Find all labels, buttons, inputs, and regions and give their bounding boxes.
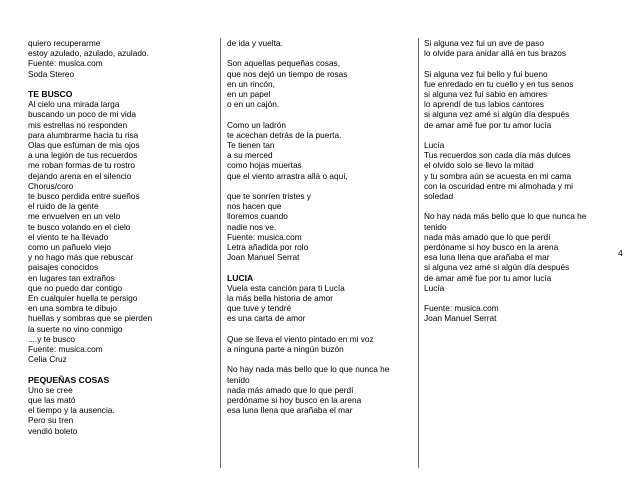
lyric-line: Olas que esfuman de mis ojos xyxy=(28,140,140,151)
lyric-line: Joan Manuel Serrat xyxy=(227,252,300,263)
lyric-line: perdóname si hoy busco en la arena xyxy=(424,242,559,253)
lyric-line: Son aquellas pequeñas cosas, xyxy=(227,58,341,69)
lyric-line: Lucía xyxy=(424,282,445,293)
page-number: 4 xyxy=(618,248,623,258)
lyric-line: de amar amé fue por tu amor lucía xyxy=(424,272,552,283)
blank-line xyxy=(227,48,409,58)
lyric-line: quiero recuperarme xyxy=(28,38,101,48)
lyric-line: es una carta de amor xyxy=(227,313,306,324)
lyric-line: mis estrellas no responden xyxy=(28,119,128,130)
lyric-line: en un rincón, xyxy=(227,78,275,89)
lyric-line: esa luna llena que arañaba el mar xyxy=(227,405,353,416)
column-divider-1 xyxy=(220,38,221,468)
lyric-line: y tu sombra aún se acuesta en mi cama xyxy=(424,170,572,181)
lyric-line: perdóname si hoy busco en la arena xyxy=(227,395,362,406)
lyric-line: paisajes conocidos xyxy=(28,262,99,273)
lyric-line: lloremos cuando xyxy=(227,211,288,222)
lyric-line: Vuela esta canción para ti Lucía xyxy=(227,282,345,293)
lyric-line: que las mató xyxy=(28,395,76,406)
lyric-line: En cualquier huella te persigo xyxy=(28,293,138,304)
lyric-line: Tus recuerdos son cada día más dulces xyxy=(424,150,571,161)
lyric-line: Al cielo una mirada larga xyxy=(28,99,120,110)
lyric-line: si alguna vez amé si algún día después xyxy=(424,262,570,273)
blank-line xyxy=(227,109,409,119)
lyric-line: lo olvide para anidar allá en tus brazos xyxy=(424,48,567,59)
lyric-line: Soda Stereo xyxy=(28,68,75,79)
lyric-line: Te tienen tan xyxy=(227,140,275,150)
lyric-line: y no hago más que rebuscar xyxy=(28,252,134,263)
lyric-line: nada más amado que lo que perdí xyxy=(424,231,551,242)
blank-line xyxy=(28,364,208,374)
lyric-line: Fuente: musica.com xyxy=(227,231,302,242)
lyric-line: Uno se cree xyxy=(28,384,73,395)
lyric-line: con la oscuridad entre mi almohada y mi xyxy=(424,180,573,191)
lyric-line: No hay nada más bello que lo que nunca he xyxy=(424,211,587,222)
lyric-line: esa luna llena que arañaba el mar xyxy=(424,252,550,263)
blank-line xyxy=(227,354,409,364)
lyric-line: dejando arena en el silencio xyxy=(28,170,132,181)
lyric-line: a ninguna parte a ningún buzón xyxy=(227,344,344,355)
lyric-line: para alumbrarme hacia tu risa xyxy=(28,129,139,140)
lyric-line: te busco volando en el cielo xyxy=(28,221,131,232)
lyric-line: el tiempo y la ausencia. xyxy=(28,405,115,416)
lyric-line: si alguna vez fui sabio en amores xyxy=(424,89,548,99)
lyric-line: o en un cajón. xyxy=(227,99,280,110)
lyric-line: Si alguna vez fui un ave de paso xyxy=(424,38,544,48)
lyric-line: el viento te ha llevado xyxy=(28,231,109,242)
lyric-line: como hojas muertas xyxy=(227,160,302,171)
lyric-line: Joan Manuel Serrat xyxy=(424,313,497,324)
lyric-line: ....y te busco xyxy=(28,333,76,344)
lyric-line: lo aprendí de tus labios cantores xyxy=(424,99,544,110)
lyric-line: buscando un poco de mi vida xyxy=(28,109,136,120)
lyric-line: me envuelven en un velo xyxy=(28,211,121,222)
lyric-line: nada más amado que lo que perdí xyxy=(227,384,354,395)
lyric-line: a una legión de tus recuerdos xyxy=(28,150,138,161)
lyric-line: en un papel xyxy=(227,89,271,99)
lyric-line: en una sombra te dibujo xyxy=(28,303,118,314)
blank-line xyxy=(424,293,614,303)
lyric-line: nos hacen que xyxy=(227,201,282,212)
lyric-line: soledad xyxy=(424,191,454,202)
song-title: PEQUEÑAS COSAS xyxy=(28,374,110,385)
lyric-line: huellas y sombras que se pierden xyxy=(28,313,153,324)
lyric-line: nadie nos ve. xyxy=(227,221,277,232)
lyric-line: Celia Cruz xyxy=(28,354,67,365)
lyric-line: a su merced xyxy=(227,150,273,161)
lyric-line: de amar amé fue por tu amor lucía xyxy=(424,119,552,130)
lyric-line: en lugares tan extraños xyxy=(28,272,115,283)
lyric-line: Chorus/coro xyxy=(28,180,74,191)
blank-line xyxy=(424,201,614,211)
lyric-line: como un pañuelo viejo xyxy=(28,242,112,253)
lyric-line: que no puedo dar contigo xyxy=(28,282,123,293)
lyric-line: tenido xyxy=(227,374,250,385)
lyrics-column-1 xyxy=(28,38,208,436)
lyric-line: que tuve y tendré xyxy=(227,303,292,314)
lyric-line: de ida y vuelta. xyxy=(227,38,283,48)
blank-line xyxy=(424,58,614,68)
lyric-line: Que se lleva el viento pintado en mi voz xyxy=(227,333,374,344)
lyric-line: fue enredado en tu cuello y en tus senos xyxy=(424,78,574,89)
blank-line xyxy=(227,324,409,334)
blank-line xyxy=(424,130,614,140)
lyric-line: que el viento arrastra allá o aquí, xyxy=(227,170,348,181)
blank-line xyxy=(28,79,208,89)
lyric-line: la suerte no vino conmigo xyxy=(28,323,123,334)
song-title: LUCIA xyxy=(227,272,254,283)
lyric-line: Fuente: musica.com xyxy=(28,344,103,355)
lyric-line: No hay nada más bello que lo que nunca he xyxy=(227,364,390,375)
lyric-line: que te sonríen tristes y xyxy=(227,191,311,201)
lyrics-column-2 xyxy=(227,38,409,415)
lyric-line: Si alguna vez fui bello y fui bueno xyxy=(424,68,548,79)
lyric-line: el ruido de la gente xyxy=(28,201,99,212)
lyric-line: vendió boleto xyxy=(28,425,78,436)
song-title: TE BUSCO xyxy=(28,89,73,99)
lyric-line: me roban formas de tu rostro xyxy=(28,160,135,171)
lyric-line: te acechan detrás de la puerta. xyxy=(227,129,342,140)
lyric-line: si alguna vez amé si algún día después xyxy=(424,109,570,120)
lyric-line: Letra añadida por rolo xyxy=(227,242,309,253)
lyric-line: tenido xyxy=(424,221,447,232)
lyric-line: Pero su tren xyxy=(28,415,74,426)
lyric-line: Fuente: musica.com xyxy=(424,303,499,314)
lyrics-column-3 xyxy=(424,38,614,324)
blank-line xyxy=(227,181,409,191)
lyric-line: te busco perdida entre sueños xyxy=(28,191,140,202)
column-divider-2 xyxy=(418,38,419,468)
blank-line xyxy=(227,262,409,272)
lyric-line: que nos dejó un tiempo de rosas xyxy=(227,68,348,79)
lyric-line: el olvido solo se llevo la mitad xyxy=(424,160,534,171)
lyric-line: Como un ladrón xyxy=(227,119,287,130)
lyric-line: la más bella historia de amor xyxy=(227,293,334,304)
lyric-line: Lucía xyxy=(424,140,445,150)
lyric-line: Fuente: musica.com xyxy=(28,58,103,69)
lyric-line: estoy azulado, azulado, azulado. xyxy=(28,48,149,59)
